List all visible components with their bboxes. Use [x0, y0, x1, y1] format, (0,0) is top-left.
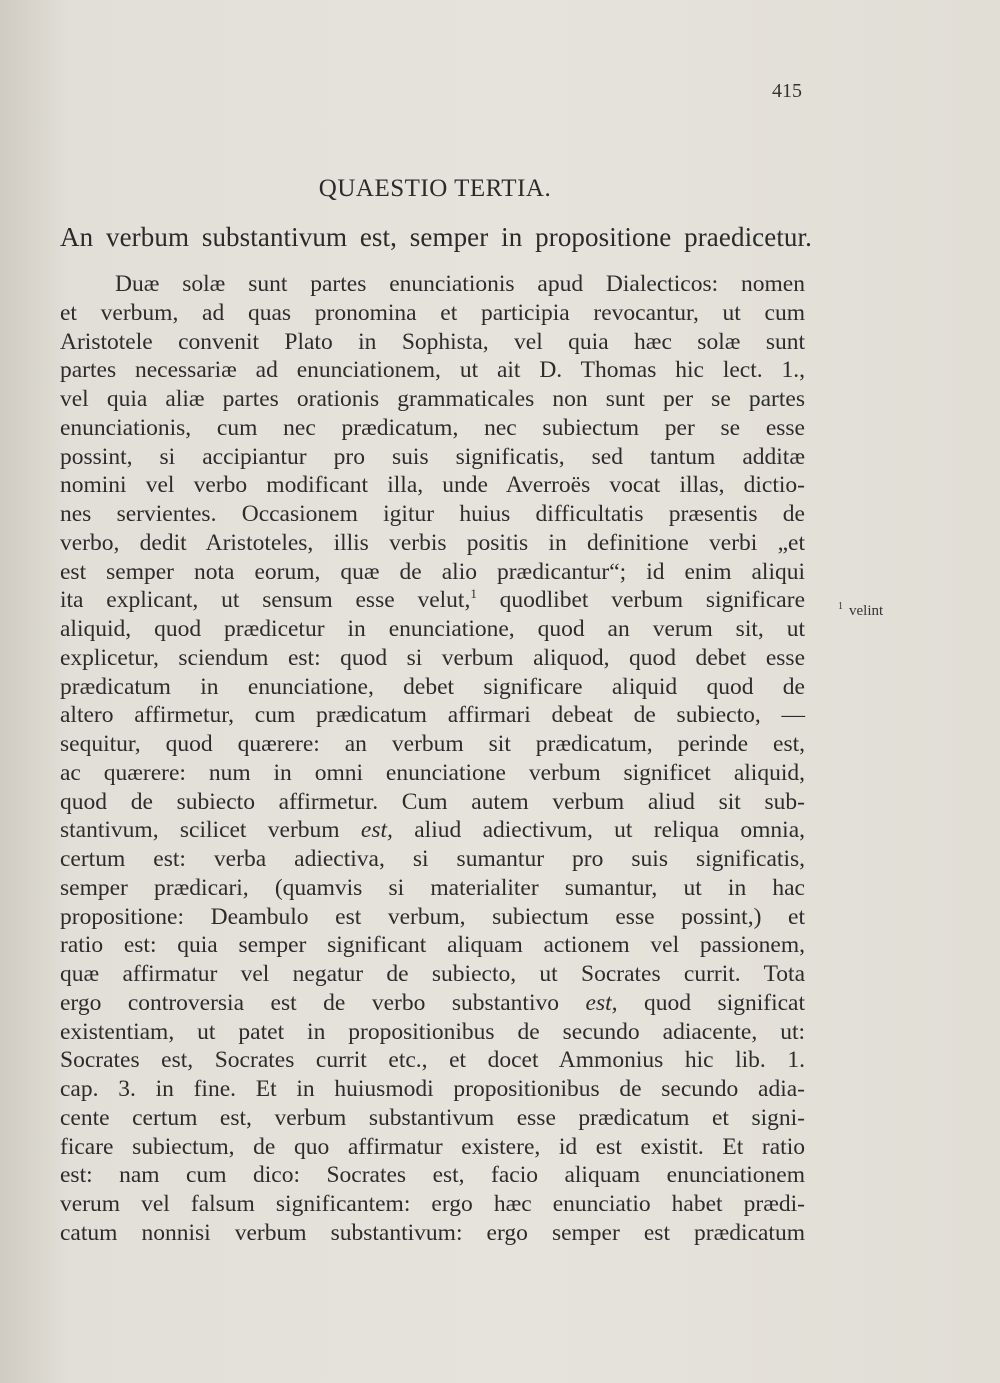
text-line: ita explicant, ut sensum esse velut,$^1$ quodlibet verbum significare — [60, 586, 805, 614]
text-line: Aristotele convenit Plato in Sophista, vel quia hæc solæ sunt — [60, 328, 805, 355]
question-subtitle: An verbum substantivum est, semper in propositione praedicetur. — [60, 222, 812, 252]
text-line: certum est: verba adiectiva, si sumantur pro suis significatis, — [60, 846, 805, 872]
text-line: verbo, dedit Aristoteles, illis verbis positis in definitione verbi „et — [60, 529, 805, 556]
text-line: nes servientes. Occasionem igitur huius difficultatis præsentis de — [60, 501, 805, 527]
text-line: ficare subiectum, de quo affirmatur existere, id est existit. Et ratio — [60, 1133, 805, 1160]
footnote-marker: 1 — [838, 601, 843, 612]
footnote-text: velint — [849, 603, 884, 619]
text-line: et verbum, ad quas pronomina et participia revocantur, ut cum — [60, 299, 805, 326]
text-line: Socrates est, Socrates currit etc., et docet Ammonius hic lib. 1. — [60, 1047, 805, 1074]
text-line: prædicatum in enunciatione, debet significare aliquid quod de — [60, 673, 805, 700]
text-line: Duæ solæ sunt partes enunciationis apud Dialecticos: nomen — [115, 271, 805, 297]
section-title: QUAESTIO TERTIA. — [318, 175, 552, 202]
text-line: quod de subiecto affirmetur. Cum autem verbum aliud sit sub- — [60, 788, 805, 815]
text-line: sequitur, quod quærere: an verbum sit prædicatum, perinde est, — [60, 731, 805, 757]
text-line: partes necessariæ ad enunciationem, ut ait D. Thomas hic lect. 1., — [60, 357, 805, 384]
margin-footnote — [838, 603, 883, 620]
text-line: cap. 3. in fine. Et in huiusmodi propositionibus de secundo adia- — [60, 1076, 805, 1102]
text-line: ergo controversia est de verbo substantivo est, quod significat — [60, 989, 806, 1016]
text-line: aliquid, quod prædicetur in enunciatione, quod an verum sit, ut — [60, 616, 805, 642]
text-line: semper prædicari, (quamvis si materialiter sumantur, ut in hac — [60, 874, 805, 901]
body-paragraph — [60, 270, 805, 1248]
text-line: existentiam, ut patet in propositionibus de secundo adiacente, ut: — [60, 1018, 805, 1045]
text-line: quæ affirmatur vel negatur de subiecto, ut Socrates currit. Tota — [60, 961, 805, 987]
text-line: propositione: Deambulo est verbum, subiectum esse possint,) et — [60, 903, 805, 930]
text-line: nomini vel verbo modificant illa, unde Averroës vocat illas, dictio- — [60, 472, 805, 499]
text-line: catum nonnisi verbum substantivum: ergo semper est prædicatum — [60, 1219, 805, 1246]
page-number: 415 — [772, 80, 802, 102]
text-line: ratio est: quia semper significant aliquam actionem vel passionem, — [60, 932, 805, 959]
text-line: enunciationis, cum nec prædicatum, nec subiectum per se esse — [60, 414, 805, 441]
text-line: cente certum est, verbum substantivum esse prædicatum et signi- — [60, 1104, 805, 1131]
text-line: possint, si accipiantur pro suis significatis, sed tantum additæ — [60, 443, 805, 470]
text-line: ac quærere: num in omni enunciatione verbum significet aliquid, — [60, 759, 805, 786]
text-line: stantivum, scilicet verbum est, aliud adiectivum, ut reliqua omnia, — [60, 817, 805, 844]
text-line: est semper nota eorum, quæ de alio prædicantur“; id enim aliqui — [60, 558, 805, 585]
text-line: est: nam cum dico: Socrates est, facio aliquam enunciationem — [60, 1162, 805, 1189]
text-line: vel quia aliæ partes orationis grammaticales non sunt per se partes — [60, 386, 805, 412]
text-line: altero affirmetur, cum prædicatum affirmari debeat de subiecto, — — [60, 702, 805, 729]
text-line: verum vel falsum significantem: ergo hæc enunciatio habet prædi- — [60, 1191, 805, 1217]
text-line: explicetur, sciendum est: quod si verbum aliquod, quod debet esse — [60, 644, 805, 671]
